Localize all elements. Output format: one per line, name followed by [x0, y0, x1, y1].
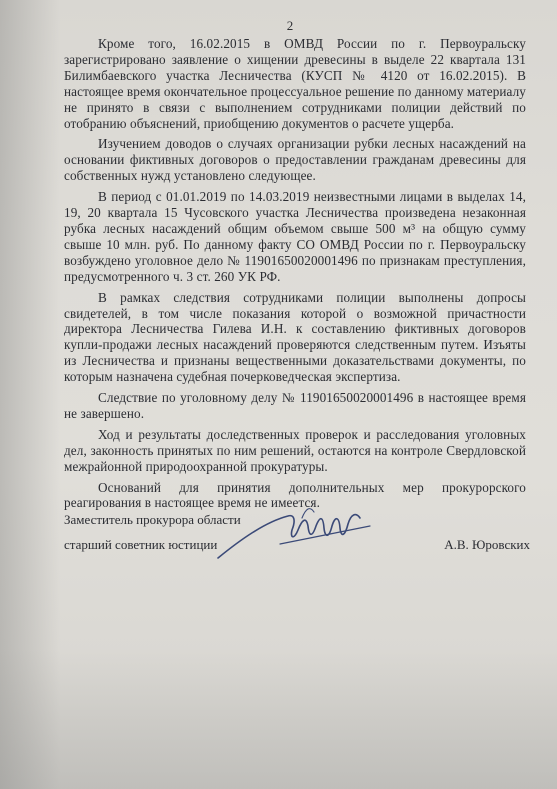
signatory-rank: старший советник юстиции — [64, 537, 218, 552]
paragraph-kusp-registration: Кроме того, 16.02.2015 в ОМВД России по г. Первоуральску зарегистрировано заявление о хищении древесины в выделе 22 квартала 131 Билимбаевского участка Лесничества (КУСП № 4120 от 16.02.2015). В настоящее время окончательное процессуальное решение по данному материалу не принято в связи с выполнением сотрудниками полиции действий по отобранию объяснений, приобщению документов о расчете ущерба. — [64, 36, 526, 131]
page-number: 2 — [286, 18, 294, 33]
page-shadow-bottom — [0, 649, 557, 789]
paragraph-investigation: В рамках следствия сотрудниками полиции выполнены допросы свидетелей, в том числе показания которой о возможной причастности директора Лесничества Гилева И.Н. к составлению фиктивных договоров купли-продажи лесных насаждений проверяются следственным путем. Изъяты из Лесничества и признаны вещественными доказательствами документы, по которым назначена судебная почерковедческая экспертиза. — [64, 289, 526, 385]
paragraph-conclusion: Оснований для принятия дополнительных мер прокурорского реагирования в настоящее время не имеется. — [64, 479, 526, 511]
paragraph-case-status: Следствие по уголовному делу № 11901650020001496 в настоящее время не завершено. — [64, 390, 526, 421]
signatory-name: А.В. Юровских — [444, 537, 530, 552]
paragraph-control: Ход и результаты доследственных проверок и расследования уголовных дел, законность принятых по ним решений, остаются на контроле Свердловской межрайонной природоохранной прокуратуры. — [64, 426, 526, 474]
page-shadow-left — [0, 0, 60, 789]
signatory-position: Заместитель прокурора области — [64, 512, 241, 527]
paragraph-fictitious-contracts: Изучением доводов о случаях организации рубки лесных насаждений на основании фиктивных договоров о предоставлении гражданам древесины для собственных нужд установлено следующее. — [64, 136, 526, 184]
signature-block — [64, 512, 534, 572]
paragraph-illegal-logging: В период с 01.01.2019 по 14.03.2019 неизвестными лицами в выделах 14, 19, 20 квартала 15 Чусовского участка Лесничества произведена незаконная рубка лесных насаждений общим объемом свыше 500 м³ на общую сумму свыше 10 млн. руб. По данному факту СО ОМВД России по г. Первоуральску возбуждено уголовное дело № 11901650020001496 по признакам преступления, предусмотренного ч. 3 ст. 260 УК РФ. — [64, 189, 526, 284]
letter-body — [64, 36, 526, 516]
